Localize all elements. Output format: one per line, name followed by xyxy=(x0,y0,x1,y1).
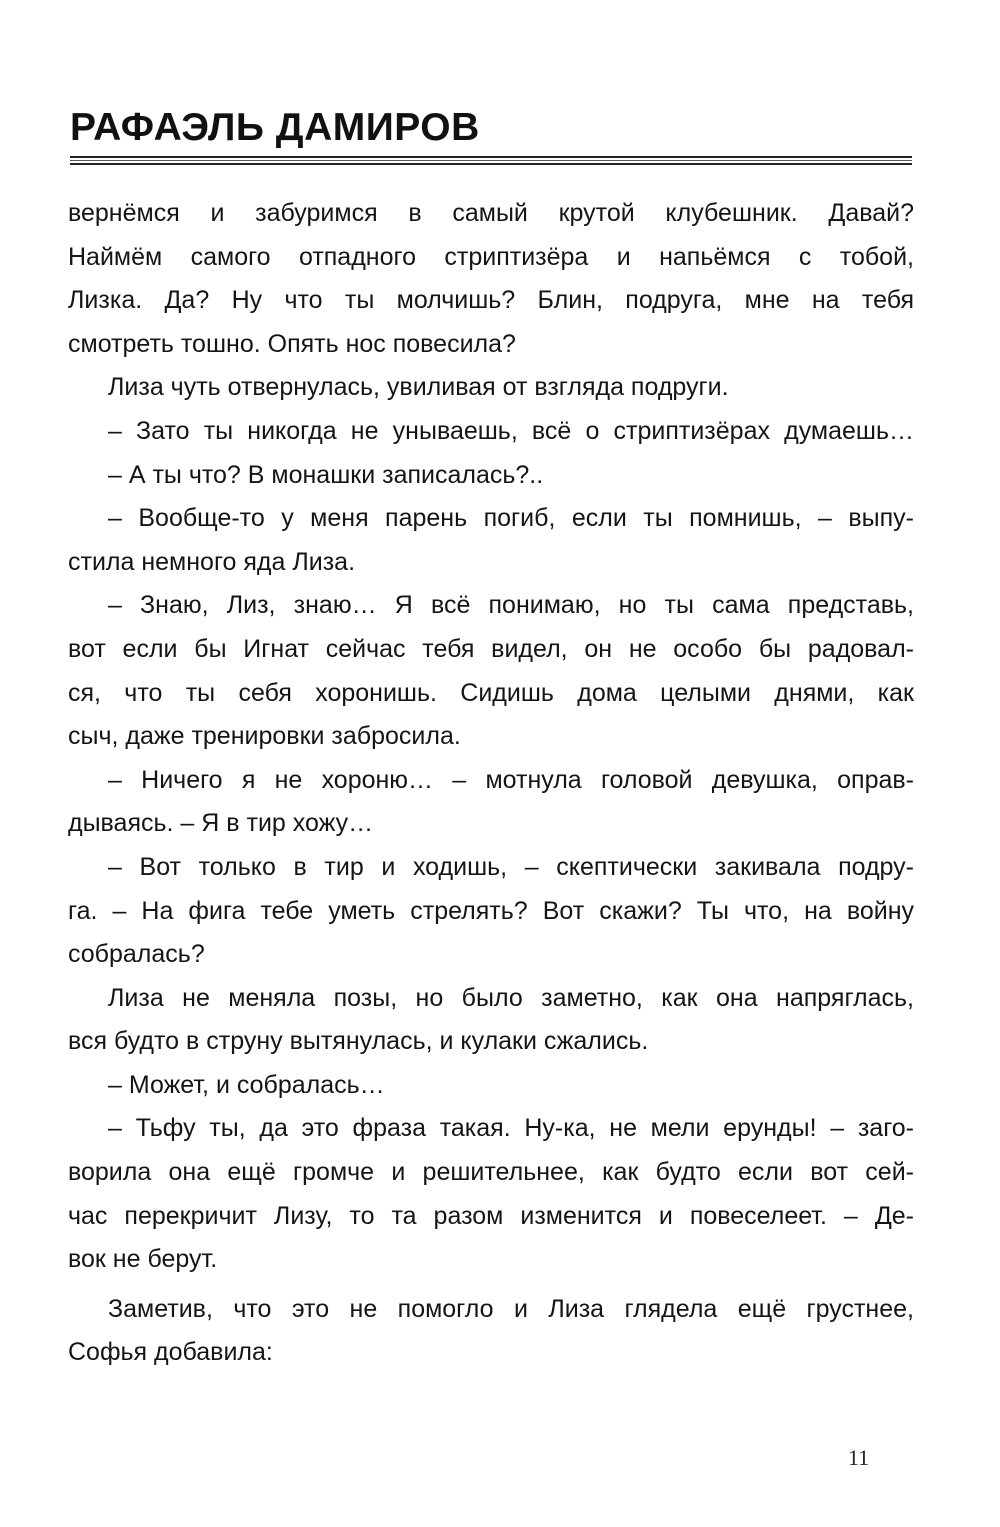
text-line: га. – На фига тебе уметь стрелять? Вот скажи? Ты что, на войну xyxy=(68,896,914,925)
text-line: час перекричит Лизу, то та разом изменится и повеселеет. – Де- xyxy=(68,1201,914,1230)
header-rule-top xyxy=(70,156,912,158)
text-line: Лизка. Да? Ну что ты молчишь? Блин, подруга, мне на тебя xyxy=(68,286,914,315)
text-line: дываясь. – Я в тир хожу… xyxy=(68,809,374,838)
text-line: Софья добавила: xyxy=(68,1338,273,1367)
text-line: вся будто в струну вытянулась, и кулаки сжались. xyxy=(68,1027,649,1056)
text-line: – Знаю, Лиз, знаю… Я всё понимаю, но ты сама представь, xyxy=(108,591,914,620)
text-line: ся, что ты себя хоронишь. Сидишь дома целыми днями, как xyxy=(68,678,914,707)
running-header-author: РАФАЭЛЬ ДАМИРОВ xyxy=(70,106,480,149)
header-rule-middle xyxy=(70,160,912,161)
text-line: вот если бы Игнат сейчас тебя видел, он не особо бы радовал- xyxy=(68,634,914,663)
text-line: – А ты что? В монашки записалась?.. xyxy=(108,460,544,489)
text-line: вернёмся и забуримся в самый крутой клубешник. Давай? xyxy=(68,199,914,227)
text-line: сыч, даже тренировки забросила. xyxy=(68,722,461,751)
text-line: Заметив, что это не помогло и Лиза глядела ещё грустнее, xyxy=(108,1294,914,1323)
header-rule-bottom xyxy=(70,163,912,165)
text-line: стила немного яда Лиза. xyxy=(68,547,356,576)
body-text xyxy=(68,192,914,1375)
text-line: Лиза чуть отвернулась, увиливая от взгляда подруги. xyxy=(108,373,729,402)
text-line: – Вообще-то у меня парень погиб, если ты помнишь, – выпу- xyxy=(108,504,914,533)
text-line: смотреть тошно. Опять нос повесила? xyxy=(68,329,516,358)
text-line: – Может, и собралась… xyxy=(108,1070,385,1099)
text-line: Наймём самого отпадного стриптизёра и напьёмся с тобой, xyxy=(68,242,914,271)
text-line: собралась? xyxy=(68,940,205,969)
text-line: – Ничего я не хороню… – мотнула головой девушка, оправ- xyxy=(108,765,914,794)
text-line: – Тьфу ты, да это фраза такая. Ну-ка, не мели ерунды! – заго- xyxy=(108,1114,914,1143)
text-line: ворила она ещё громче и решительнее, как будто если вот сей- xyxy=(68,1158,914,1187)
page-number: 11 xyxy=(848,1445,870,1470)
text-line: – Зато ты никогда не унываешь, всё о стриптизёрах думаешь… xyxy=(108,416,914,445)
text-line: – Вот только в тир и ходишь, – скептически закивала подру- xyxy=(108,852,914,881)
text-line: вок не берут. xyxy=(68,1245,218,1274)
text-line: Лиза не меняла позы, но было заметно, как она напряглась, xyxy=(108,983,914,1012)
